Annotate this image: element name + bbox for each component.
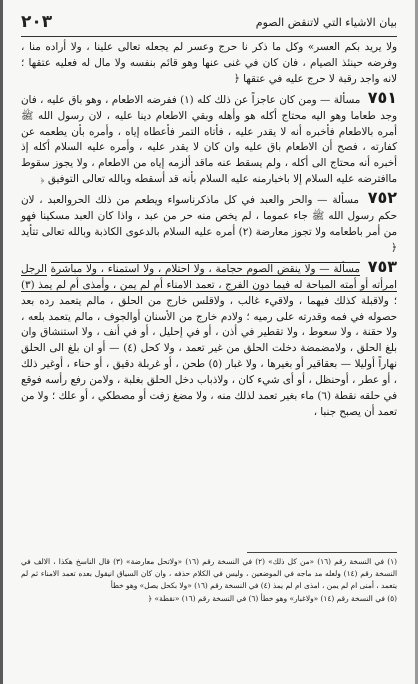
paragraph-text: ولا يريد بكم العسر» وكل ما ذكر نا حرج وعسر لم يجعله تعالى علينا ، ولا أراده منا ، وفرضه حينئذ الصيام ، فان كان في غنى عنها وهو قائم بنفسه ولا مال له فعليه عتقها ؛ لانه واجد رقبة لا حرج عليه في عتقها ﴿ — [21, 41, 397, 85]
paragraph-753 — [21, 256, 397, 421]
running-title: بيان الاشياء التي لاتنقض الصوم — [255, 15, 397, 29]
section-number: ٧٥٣ — [367, 256, 397, 276]
header-rule — [21, 36, 397, 37]
underlined-text: الرجل امرأته أو أمته المباحة له فيما دون الفرج ، تعمد الامناء أم لم يمن ، وأمذى أم لم يمذ (٣) — [21, 262, 397, 291]
paragraph-text: مسألة — والحر والعبد في كل ماذكرناسواء ويطعم من ذلك الحروالعبد ، لان حكم رسول الله ﷺ جاء عموما ، لم يخص منه حر من عبد ، واذا كان العبد مسكينا فهو من أمر باطعامه ولا تجوز معارضة (٢) أمره عليه السلام بالدعوى الكاذبة وبالله تعالى تتأيد ﴿ — [21, 194, 398, 254]
footnotes — [21, 556, 397, 605]
paragraph-text: مسألة — ومن كان عاجزاً عن ذلك كله (١) ففرضه الاطعام ، وهو باق عليه ، فان وجد طعاما وهو اليه محتاج أكله هو وأهله وبقي الاطعام دينا عليه ، لان رسول الله ﷺ أمره بالاطعام فأخبره أنه لا يقدر عليه ، فأتاه التمر فأعطاه إياه ، وأمره بأن يطعمه عن كفارته ، فصح أن الاطعام باق عليه وان كان لا يقدر عليه ، وأمره عليه السلام أكله إذ أخبره أنه محتاج الى أكله ، ولم يسقط عنه ماقد ألزمه إياه من الاطعام ، ولا يجوز سقوط ماافترضه عليه السلام إلا باخبارمنه عليه السلام بأنه قد أسقطه وبالله تعالى التوفيق ﴿ — [21, 93, 397, 186]
paragraph-text: ؛ ولاقبلة كذلك فيهما ، ولاقيء غالب ، ولاقلس خارج من الحلق ، مالم يتعمد رده بعد حصوله في فمه وقدرته على رميه ؛ ولادم خارج من الأسنان أوالجوف ، مالم يتعمد بلعه ، ولا حقنة ، ولا سعوط ، ولا تقطير في أذن ، أو في إحليل ، أو في أنف ، ولا استنشاق وان بلغ الحلق ، ولامضمضة دخلت الحلق من غير تعمد ، ولا كحل (٤) — أو ان بلغ الى الحلق نهاراً أوليلا — بعقاقير أو بغيرها ، ولا غبار (٥) طحن ، أو غربلة دقيق ، أو حناء ، أوغير ذلك ، أو عطر ، أوحنظل ، أو أى شيء كان ، ولاذباب دخل الحلق بغلبة ، ولامن رفع رأسه فوقع في حلقه نقطة (٦) ماء بغير تعمد لذلك منه ، ولا مضغ زفت أو مصطكي ، أو علك ؛ ولا من تعمد أن يصبح جنبا ، — [21, 294, 397, 418]
paragraph-752 — [21, 188, 398, 257]
footnote-line: (١) في النسخة رقم (١٦) «من كل ذلك» (٢) في النسخة رقم (١٦) «ولاتحل معارضة» (٣) قال الناسخ هكذا ، الالف في النسخة رقم (١٤) ولعله مد ماجه في الموضعين ، وليس في الكلام حذفه ، وان كان السياق انيقول بعده تعمد الامناء ثم لم يتعمد ، أمنى ام لم يمن ، امذى ام لم يمذ (٤) في النسخة رقم (١٦) «ولا بكحل يصل» وهو خطأ — [21, 557, 397, 591]
paragraph-intro — [21, 40, 397, 88]
section-number: ٧٥١ — [367, 87, 397, 107]
footnote-rule — [247, 552, 397, 553]
page-number: ٢٠٣ — [21, 12, 53, 32]
main-text — [21, 40, 397, 515]
paragraph-751 — [21, 87, 397, 188]
running-header — [21, 10, 397, 34]
boxed-text: مسألة — ولا ينقض الصوم حجامة ، ولا احتلام ، ولا استمناء ، ولا مباشرة — [50, 262, 360, 275]
footnote-line: (٥) في النسخة رقم (١٤) «ولاغبار» وهو خطأ (٦) في النسخة رقم (١٦) «نقطة» ﴿ — [147, 593, 397, 603]
section-number: ٧٥٢ — [367, 188, 397, 208]
